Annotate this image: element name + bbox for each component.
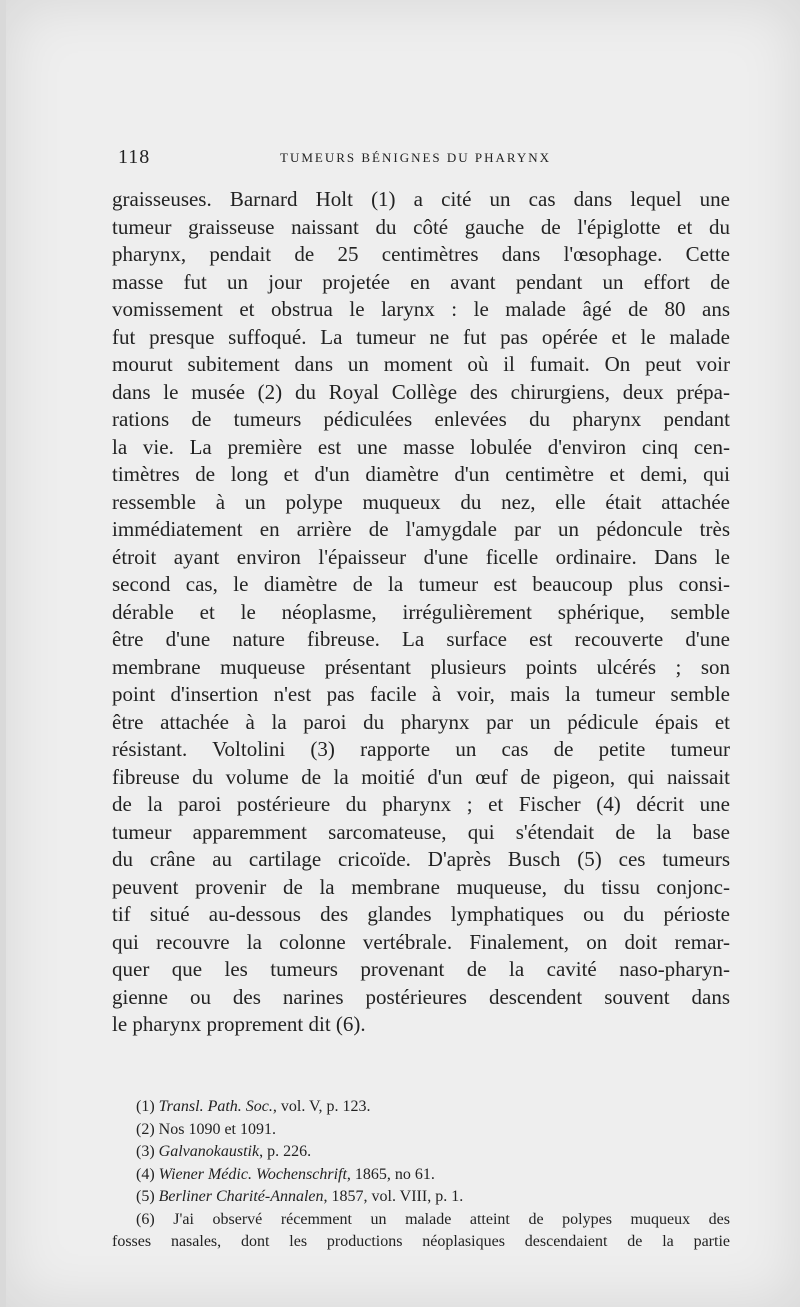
text-line: gienne ou des narines postérieures descendent souvent dans xyxy=(112,984,730,1009)
text-line: étroit ayant environ l'épaisseur d'une ficelle ordinaire. Dans le xyxy=(112,544,730,569)
body-text xyxy=(112,186,730,1039)
text-line: qui recouvre la colonne vertébrale. Finalement, on doit remar- xyxy=(112,929,730,954)
text-line: vomissement et obstrua le larynx : le malade âgé de 80 ans xyxy=(112,297,730,321)
text-line: mourut subitement dans un moment où il fumait. On peut voir xyxy=(112,352,730,376)
text-line: timètres de long et d'un diamètre d'un centimètre et demi, qui xyxy=(112,462,730,486)
text-line: peuvent provenir de la membrane muqueuse, du tissu conjonc- xyxy=(112,874,730,899)
text-line: dérable et le néoplasme, irrégulièrement sphérique, semble xyxy=(112,599,730,624)
text-line: point d'insertion n'est pas facile à voir, mais la tumeur semble xyxy=(112,682,730,706)
text-line: fut presque suffoqué. La tumeur ne fut pas opérée et le malade xyxy=(112,324,730,349)
text-line: ressemble à un polype muqueux du nez, elle était attachée xyxy=(112,489,730,514)
running-title: TUMEURS BÉNIGNES DU PHARYNX xyxy=(280,150,552,165)
book-page xyxy=(6,0,800,1307)
footnote-6-continued: fosses nasales, dont les productions néoplasiques descendaient de la partie xyxy=(112,1233,730,1250)
text-line: pharynx, pendait de 25 centimètres dans l'œsophage. Cette xyxy=(112,242,730,266)
text-line: second cas, le diamètre de la tumeur est beaucoup plus consi- xyxy=(112,572,730,596)
footnote-2: (2) Nos 1090 et 1091. xyxy=(136,1120,276,1138)
footnote-6: (6) J'ai observé récemment un malade atteint de polypes muqueux des xyxy=(136,1210,730,1228)
text-line: du crâne au cartilage cricoïde. D'après Busch (5) ces tumeurs xyxy=(112,847,730,871)
footnote-1: (1) Transl. Path. Soc., vol. V, p. 123. xyxy=(136,1098,371,1115)
text-line: graisseuses. Barnard Holt (1) a cité un cas dans lequel une xyxy=(112,187,730,211)
text-line: rations de tumeurs pédiculées enlevées du pharynx pendant xyxy=(112,407,730,431)
text-line: le pharynx proprement dit (6). xyxy=(112,1012,366,1036)
text-line: tumeur apparemment sarcomateuse, qui s'étendait de la base xyxy=(112,819,730,844)
text-line: tumeur graisseuse naissant du côté gauche de l'épiglotte et du xyxy=(112,214,730,239)
text-line: immédiatement en arrière de l'amygdale par un pédoncule très xyxy=(112,517,730,541)
text-line: de la paroi postérieure du pharynx ; et Fischer (4) décrit une xyxy=(112,792,730,816)
page-header xyxy=(110,146,730,170)
text-line: être d'une nature fibreuse. La surface est recouverte d'une xyxy=(112,627,730,651)
text-line: la vie. La première est une masse lobulée d'environ cinq cen- xyxy=(112,434,730,459)
text-line: être attachée à la paroi du pharynx par un pédicule épais et xyxy=(112,709,730,734)
page-number: 118 xyxy=(118,146,151,168)
footnotes xyxy=(112,1096,730,1254)
footnote-5: (5) Berliner Charité-Annalen, 1857, vol. VIII, p. 1. xyxy=(136,1188,464,1205)
text-line: fibreuse du volume de la moitié d'un œuf de pigeon, qui naissait xyxy=(112,764,730,789)
footnote-4: (4) Wiener Médic. Wochenschrift, 1865, no 61. xyxy=(136,1165,435,1183)
text-line: quer que les tumeurs provenant de la cavité naso-pharyn- xyxy=(112,957,730,981)
text-line: tif situé au-dessous des glandes lymphatiques ou du périoste xyxy=(112,902,730,926)
text-line: membrane muqueuse présentant plusieurs points ulcérés ; son xyxy=(112,654,730,679)
footnote-3: (3) Galvanokaustik, p. 226. xyxy=(136,1143,312,1160)
text-line: masse fut un jour projetée en avant pendant un effort de xyxy=(112,269,730,294)
text-line: résistant. Voltolini (3) rapporte un cas de petite tumeur xyxy=(112,737,730,761)
text-line: dans le musée (2) du Royal Collège des chirurgiens, deux prépa- xyxy=(112,379,730,404)
